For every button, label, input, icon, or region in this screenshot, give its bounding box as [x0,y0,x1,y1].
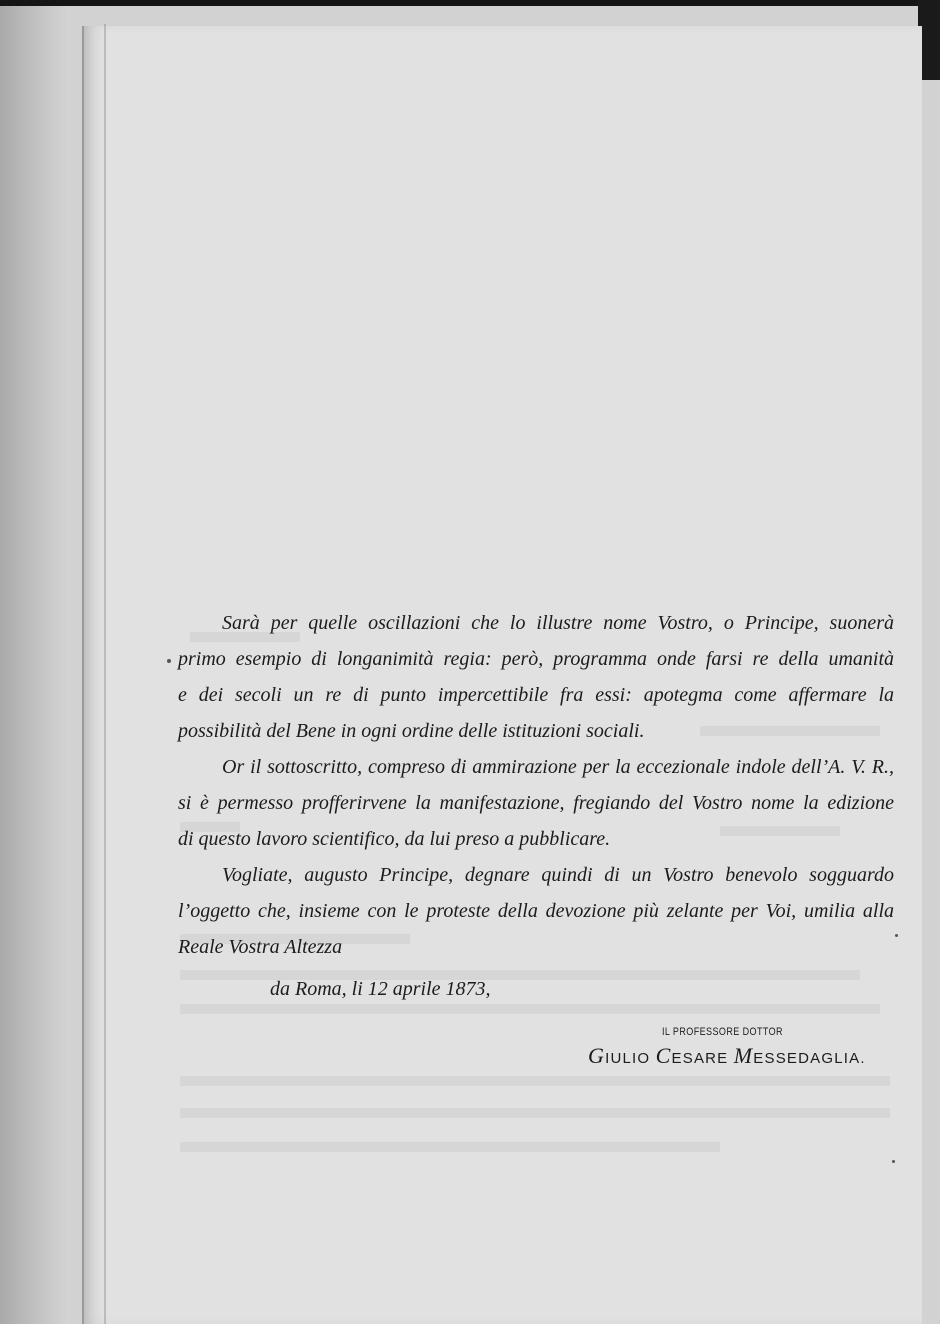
signature-title: IL PROFESSORE DOTTOR [662,1026,783,1038]
show-through-mark [180,1142,720,1152]
text-line: possibilità del Bene in ogni ordine delle istituzioni sociali. [178,720,645,742]
paper-fold [104,24,106,1324]
text-line: Sarà per quelle oscillazioni che lo illustre nome Vostro, o Principe, suonerà [222,612,894,634]
signature-initial: M [733,1043,754,1068]
signature-part: ESARE [671,1050,729,1067]
show-through-mark [700,726,880,736]
scan-left-edge [0,0,70,1324]
text-line: di questo lavoro scientifico, da lui preso a pubblicare. [178,828,611,850]
show-through-mark [720,826,840,836]
signature-part: ESSEDAGLIA. [753,1050,866,1067]
text-line: e dei secoli un re di punto impercettibile fra essi: apotegma come affermare la [178,684,894,706]
ink-speck [892,1160,895,1163]
show-through-mark [180,1108,890,1118]
signature-initial: C [655,1043,672,1068]
text-line: Reale Vostra Altezza [178,936,343,958]
ink-speck [167,659,171,663]
ink-speck [895,934,898,937]
scan-top-edge [0,0,940,6]
signature-initial: G [588,1043,606,1068]
text-line: primo esempio di longanimità regia: però, programma onde farsi re della umanità [178,648,894,670]
text-line: si è permesso profferirvene la manifestazione, fregiando del Vostro nome la edizione [178,792,894,814]
text-line: Or il sottoscritto, compreso di ammirazione per la eccezionale indole dell’A. V. R., [222,756,894,778]
place-date: da Roma, li 12 aprile 1873, [270,978,491,1000]
text-line: l’oggetto che, insieme con le proteste della devozione più zelante per Voi, umilia alla [178,900,894,922]
show-through-mark [180,1004,880,1014]
signature-name [588,1043,866,1069]
paper-sheet [82,26,922,1324]
show-through-mark [180,1076,890,1086]
text-line: Vogliate, augusto Principe, degnare quindi di un Vostro benevolo sogguardo [222,864,894,886]
signature-part: IULIO [605,1050,651,1067]
